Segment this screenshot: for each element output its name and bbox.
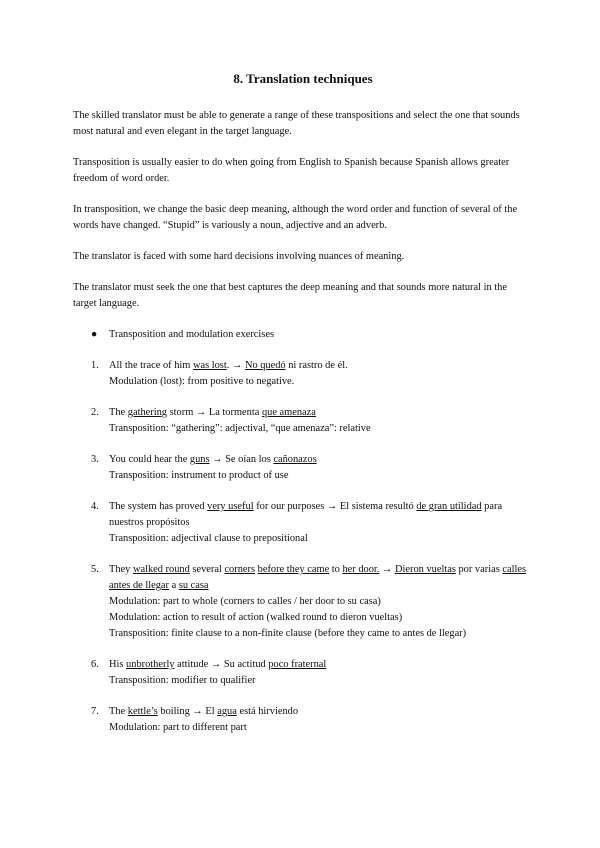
underlined-phrase: poco fraternal <box>268 659 327 670</box>
underlined-phrase: calles <box>502 564 527 575</box>
example-sentence: His unbrotherly attitude → Su actitud poco fraternal <box>109 659 327 670</box>
item-number: 6. <box>91 659 99 670</box>
underlined-phrase: de gran utilidad <box>416 501 482 512</box>
technique-note: Modulation: part to different part <box>109 722 247 733</box>
paragraph-2: Transposition is usually easier to do when going from English to Spanish because Spanish allows greater freedom of word order. <box>73 157 510 184</box>
list-item-5 <box>73 562 533 642</box>
paragraph-1: The skilled translator must be able to generate a range of these transpositions and select the one that sounds most natural and even elegant in the target language. <box>73 110 520 137</box>
technique-note: Transposition: “gathering”: adjectival, “que amenaza”: relative <box>109 423 371 434</box>
list-item-7 <box>73 704 533 736</box>
paragraph-3: In transposition, we change the basic deep meaning, although the word order and function of several of the words have changed. “Stupid” is variously a noun, adjective and an adverb. <box>73 204 518 231</box>
underlined-phrase: before they came <box>257 564 330 575</box>
bullet-dot-icon: ● <box>91 329 98 340</box>
paragraph-4: The translator is faced with some hard decisions involving nuances of meaning. <box>73 251 405 262</box>
underlined-phrase: agua <box>217 706 237 717</box>
item-number: 7. <box>91 706 99 717</box>
list-item-4 <box>73 499 533 547</box>
item-number: 2. <box>91 407 99 418</box>
underlined-phrase: guns <box>189 454 210 465</box>
underlined-phrase: her door. <box>342 564 380 575</box>
page-title: 8. Translation techniques <box>233 71 373 86</box>
underlined-phrase: very useful <box>207 501 254 512</box>
item-number: 4. <box>91 501 99 512</box>
technique-note: Transposition: instrument to product of use <box>109 470 289 481</box>
underlined-phrase: que amenaza <box>261 407 316 418</box>
item-number: 3. <box>91 454 99 465</box>
technique-note: Transposition: finite clause to a non-finite clause (before they came to antes de llegar) <box>109 628 467 639</box>
example-sentence: You could hear the guns → Se oían los cañonazos <box>109 454 317 465</box>
document-page <box>73 70 533 751</box>
underlined-phrase: kettle’s <box>127 706 158 717</box>
technique-note: Transposition: adjectival clause to prepositional <box>109 533 308 544</box>
bullet-text: Transposition and modulation exercises <box>109 329 274 340</box>
example-sentence: The gathering storm → La tormenta que amenaza <box>109 407 316 418</box>
underlined-phrase: No quedó <box>244 360 286 371</box>
technique-note: Modulation (lost): from positive to negative. <box>109 376 295 387</box>
item-number: 1. <box>91 360 99 371</box>
item-number: 5. <box>91 564 99 575</box>
underlined-phrase: cañonazos <box>273 454 317 465</box>
list-item-1 <box>73 358 533 390</box>
list-item-2 <box>73 405 533 437</box>
underlined-phrase: su casa <box>178 580 209 591</box>
underlined-phrase: was lost <box>192 360 227 371</box>
list-item-6 <box>73 657 533 689</box>
example-sentence: The system has proved very useful for our purposes → El sistema resultó de gran utilidad para nuestros propósitos <box>109 501 503 528</box>
example-sentence: All the trace of him was lost. → No quedó ni rastro de él. <box>109 360 348 371</box>
underlined-phrase: antes de llegar <box>109 580 170 591</box>
list-item-3 <box>73 452 533 484</box>
technique-note: Modulation: part to whole (corners to calles / her door to su casa) <box>109 596 381 607</box>
underlined-phrase: corners <box>224 564 256 575</box>
paragraph-5: The translator must seek the one that best captures the deep meaning and that sounds more natural in the target language. <box>73 282 507 309</box>
underlined-phrase: Dieron vueltas <box>395 564 456 575</box>
exercise-list <box>73 358 533 736</box>
underlined-phrase: unbrotherly <box>126 659 175 670</box>
bullet-item <box>73 327 533 343</box>
example-sentence: They walked round several corners before they came to her door. → Dieron vueltas por varias calles antes de llegar a su casa <box>109 564 527 591</box>
technique-note: Modulation: action to result of action (walked round to dieron vueltas) <box>109 612 403 623</box>
example-sentence: The kettle’s boiling → El agua está hirviendo <box>109 706 299 717</box>
underlined-phrase: walked round <box>132 564 190 575</box>
underlined-phrase: gathering <box>127 407 168 418</box>
technique-note: Transposition: modifier to qualifier <box>109 675 256 686</box>
